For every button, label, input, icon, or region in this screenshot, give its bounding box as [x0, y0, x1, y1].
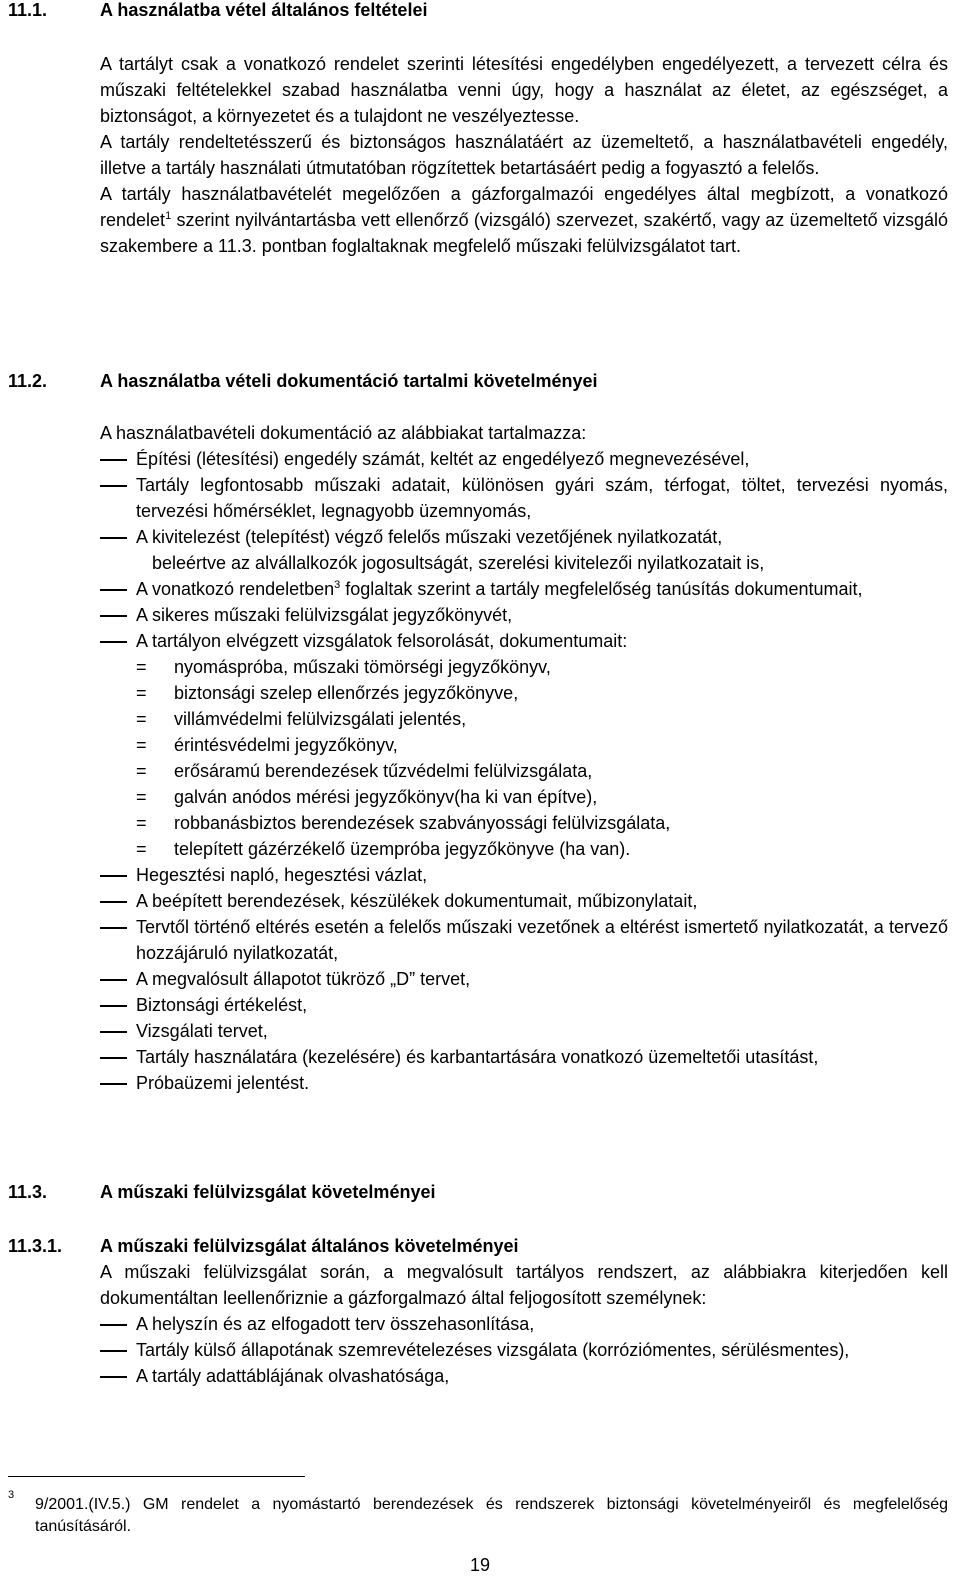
list-item: [100, 576, 948, 602]
paragraph: A műszaki felülvizsgálat során, a megvalósult tartályos rendszert, az alábbiakra kiterjedően kell dokumentáltan leellenőriznie a gázforgalmazó által feljogosított személynek:: [100, 1262, 948, 1308]
list-item: Próbaüzemi jelentést.: [100, 1070, 948, 1096]
list-item-text: foglaltak szerint a tartály megfelelőség tanúsítás dokumentumait,: [340, 579, 863, 599]
list-item: A sikeres műszaki felülvizsgálat jegyzőkönyvét,: [100, 602, 948, 628]
page-number: 19: [469, 1555, 491, 1575]
paragraph: A tartályt csak a vonatkozó rendelet szerinti létesítési engedélyben engedélyezett, a tervezett célra és műszaki feltételekkel szabad használatba venni úgy, hogy a használat az életet, az egészséget, a biztonságot, a környezetet és a tulajdont ne veszélyeztesse.: [100, 54, 948, 126]
list-item-text: A vonatkozó rendeletben: [136, 579, 335, 599]
list-item: Biztonsági értékelést,: [100, 992, 948, 1018]
sub-list-item: = galván anódos mérési jegyzőkönyv(ha ki van építve),: [100, 784, 948, 810]
sub-list-item: = telepített gázérzékelő üzempróba jegyzőkönyve (ha van).: [100, 836, 948, 862]
section-body-11-1: [100, 51, 948, 259]
list-item: Tartály legfontosabb műszaki adatait, különösen gyári szám, térfogat, töltet, tervezési nyomás, tervezési hőmérséklet, legnagyobb üzemnyomás,: [100, 472, 948, 524]
footnote: [8, 1489, 948, 1538]
paragraph-text: szerint nyilvántartásba vett ellenőrző (vizsgáló) szervezet, szakértő, vagy az üzemeltető vizsgáló szakembere a 11.3. pontban foglaltaknak megfelelő műszaki felülvizsgálatot tart.: [100, 210, 948, 256]
section-number: 11.3.1.: [8, 1236, 63, 1256]
list-item: Tervtől történő eltérés esetén a felelős műszaki vezetőnek a eltérést ismertető nyilatkozatát, a tervező hozzájáruló nyilatkozatát,: [100, 914, 948, 966]
sub-list-item: = villámvédelmi felülvizsgálati jelentés,: [100, 706, 948, 732]
sub-list-item: = érintésvédelmi jegyzőkönyv,: [100, 732, 948, 758]
list-item: A tartályon elvégzett vizsgálatok felsorolását, dokumentumait:: [100, 628, 948, 654]
inspection-list: [100, 1311, 948, 1389]
list-item: Hegesztési napló, hegesztési vázlat,: [100, 862, 948, 888]
sub-list-item: = erősáramú berendezések tűzvédelmi felülvizsgálata,: [100, 758, 948, 784]
list-item: [100, 524, 948, 576]
footnote-text: 9/2001.(IV.5.) GM rendelet a nyomástartó berendezések és rendszerek biztonsági követelményeiről és megfelelőség tanúsításáról.: [35, 1496, 948, 1535]
paragraph-text: A tartály használatbavételét megelőzően a gázforgalmazói engedélyes által megbízott, a vonatkozó rendelet: [100, 184, 948, 230]
list-item: Vizsgálati tervet,: [100, 1018, 948, 1044]
section-title: A használatba vétel általános feltételei: [100, 0, 428, 20]
list-item: Tartály külső állapotának szemrevételezéses vizsgálata (korróziómentes, sérülésmentes),: [100, 1337, 948, 1363]
list-intro: A használatbavételi dokumentáció az alábbiakat tartalmazza:: [100, 423, 587, 443]
footnote-separator: [8, 1476, 305, 1477]
list-item: A helyszín és az elfogadott terv összehasonlítása,: [100, 1311, 948, 1337]
sub-list-item: = biztonsági szelep ellenőrzés jegyzőkönyve,: [100, 680, 948, 706]
section-number: 11.1.: [8, 0, 48, 20]
list-item: A beépített berendezések, készülékek dokumentumait, műbizonylatait,: [100, 888, 948, 914]
section-heading-11-2: [8, 368, 948, 394]
list-item: A tartály adattáblájának olvashatósága,: [100, 1363, 948, 1389]
section-body-11-2: [100, 420, 948, 1096]
paragraph: A tartály rendeltetésszerű és biztonságos használatáért az üzemeltető, a használatbavételi engedély, illetve a tartály használati útmutatóban rögzítettek betartásáért pedig a fogyasztó a felelős.: [100, 132, 948, 178]
section-number: 11.3.: [8, 1182, 48, 1202]
footnote-reference: 1: [165, 210, 172, 222]
footnote-mark: 3: [8, 1489, 15, 1501]
section-title: A műszaki felülvizsgálat követelményei: [100, 1182, 436, 1202]
section-title: A használatba vételi dokumentáció tartalmi követelményei: [100, 371, 598, 391]
list-item: Építési (létesítési) engedély számát, keltét az engedélyező megnevezésével,: [100, 446, 948, 472]
section-title: A műszaki felülvizsgálat általános követelményei: [100, 1236, 519, 1256]
section-body-11-3-1: [100, 1259, 948, 1389]
section-number: 11.2.: [8, 371, 48, 391]
section-heading-11-3-1: [8, 1233, 948, 1259]
list-item: A megvalósult állapotot tükröző „D” tervet,: [100, 966, 948, 992]
section-heading-11-1: [8, 0, 948, 23]
documentation-list: [100, 446, 948, 1096]
list-item: Tartály használatára (kezelésére) és karbantartására vonatkozó üzemeltetői utasítást,: [100, 1044, 948, 1070]
sub-list-item: = robbanásbiztos berendezések szabványossági felülvizsgálata,: [100, 810, 948, 836]
list-item-text: beleértve az alvállalkozók jogosultságát, szerelési kivitelezői nyilatkozatait is,: [152, 553, 765, 573]
list-item-text: A kivitelezést (telepítést) végző felelős műszaki vezetőjének nyilatkozatát,: [136, 527, 723, 547]
sub-list-item: = nyomáspróba, műszaki tömörségi jegyzőkönyv,: [100, 654, 948, 680]
paragraph: [100, 181, 948, 259]
section-heading-11-3: [8, 1179, 948, 1205]
footnote-reference: 3: [334, 579, 341, 591]
